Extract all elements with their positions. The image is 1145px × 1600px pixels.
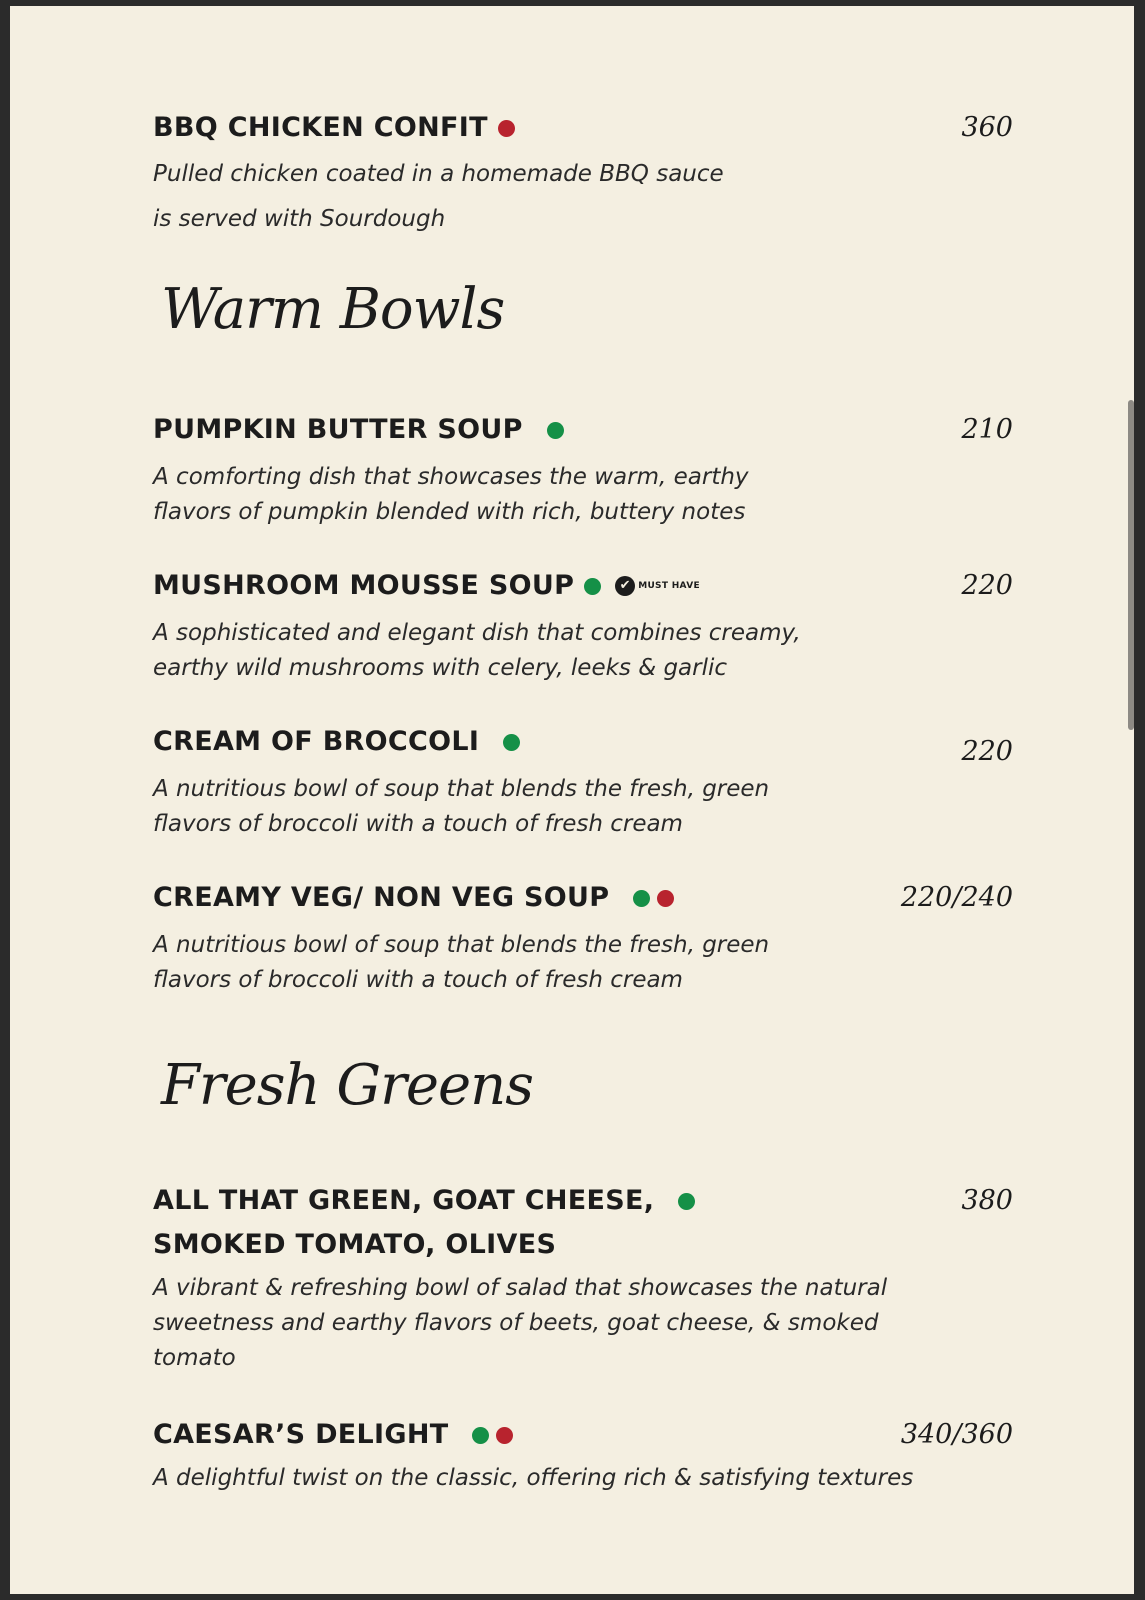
veg-dot-icon (678, 1193, 695, 1210)
item-price: 380 (961, 1185, 1013, 1216)
must-have-badge: ✔ MUST HAVE (615, 576, 672, 596)
diet-markers (584, 578, 601, 595)
menu-item-all-that-green (153, 1179, 1013, 1376)
veg-dot-icon (503, 734, 520, 751)
menu-item-pumpkin-butter-soup (153, 408, 1013, 530)
diet-markers (547, 422, 564, 439)
veg-dot-icon (584, 578, 601, 595)
item-description: A vibrant & refreshing bowl of salad that showcases the natural sweetness and earthy flavors of beets, goat cheese, & smoked tomato (153, 1275, 888, 1371)
section-title-fresh-greens: Fresh Greens (161, 1053, 533, 1118)
veg-dot-icon (633, 890, 650, 907)
item-price: 220/240 (900, 882, 1013, 913)
item-name: CREAM OF BROCCOLI (153, 726, 480, 757)
veg-dot-icon (472, 1427, 489, 1444)
nonveg-dot-icon (496, 1427, 513, 1444)
menu-item-creamy-veg-non-veg-soup (153, 876, 1013, 998)
diet-markers (633, 890, 674, 907)
item-name: PUMPKIN BUTTER SOUP (153, 414, 523, 445)
item-name: CREAMY VEG/ NON VEG SOUP (153, 882, 610, 913)
item-name: MUSHROOM MOUSSE SOUP (153, 570, 575, 601)
nonveg-dot-icon (498, 120, 515, 137)
menu-item-mushroom-mousse-soup (153, 564, 1013, 686)
item-description: A delightful twist on the classic, offering rich & satisfying textures (153, 1465, 914, 1491)
menu-item-bbq-chicken-confit (153, 106, 1013, 242)
item-description: A comforting dish that showcases the warm, earthy flavors of pumpkin blended with rich, buttery notes (153, 464, 749, 525)
checkmark-badge-icon: ✔ (615, 576, 635, 596)
item-name-line-2: SMOKED TOMATO, OLIVES (153, 1229, 557, 1260)
scrollbar[interactable] (1128, 400, 1134, 730)
diet-markers (678, 1193, 695, 1210)
item-price: 220 (961, 736, 1013, 767)
menu-item-cream-of-broccoli (153, 720, 1013, 842)
item-price: 360 (961, 112, 1013, 143)
diet-markers (503, 734, 520, 751)
diet-markers (498, 120, 515, 137)
item-description: A nutritious bowl of soup that blends the fresh, green flavors of broccoli with a touch of fresh cream (153, 932, 770, 993)
item-price: 340/360 (900, 1419, 1013, 1450)
item-name: ALL THAT GREEN, GOAT CHEESE, (153, 1185, 655, 1216)
item-description: A nutritious bowl of soup that blends the fresh, green flavors of broccoli with a touch of fresh cream (153, 776, 770, 837)
item-name: CAESAR’S DELIGHT (153, 1419, 449, 1450)
veg-dot-icon (547, 422, 564, 439)
item-description: A sophisticated and elegant dish that combines creamy, earthy wild mushrooms with celery, leeks & garlic (153, 620, 801, 681)
section-title-warm-bowls: Warm Bowls (161, 277, 505, 342)
menu-item-caesars-delight (153, 1413, 1013, 1496)
item-description: Pulled chicken coated in a homemade BBQ sauce is served with Sourdough (153, 161, 724, 232)
item-price: 210 (961, 414, 1013, 445)
diet-markers (472, 1427, 513, 1444)
item-name: BBQ CHICKEN CONFIT (153, 112, 488, 143)
nonveg-dot-icon (657, 890, 674, 907)
item-price: 220 (961, 570, 1013, 601)
